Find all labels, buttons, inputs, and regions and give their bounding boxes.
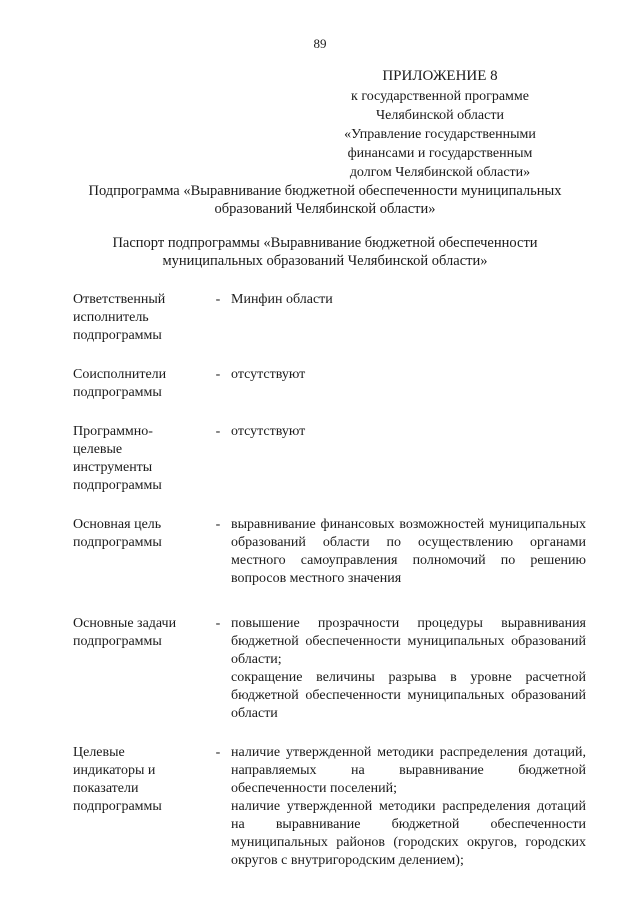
subprogram-title-line: образований Челябинской области» — [214, 201, 436, 217]
value-paragraph: наличие утвержденной методики распределения дотаций, направляемых на выравнивание бюджетной обеспеченности поселений; — [231, 745, 586, 796]
appendix-line: Челябинской области — [376, 108, 504, 123]
label-line: подпрограммы — [73, 478, 162, 493]
passport-title-line: муниципальных образований Челябинской области» — [162, 253, 488, 269]
label-line: исполнитель — [73, 310, 149, 325]
label-line: подпрограммы — [73, 634, 162, 649]
subprogram-title-line: Подпрограмма «Выравнивание бюджетной обеспеченности муниципальных — [88, 183, 562, 199]
label-line: Основная цель — [73, 517, 162, 532]
value-paragraph: наличие утвержденной методики распределения дотаций на выравнивание бюджетной обеспеченности муниципальных районов (городских округов, городских округов с внутригородским делением); — [231, 799, 586, 868]
passport-table — [73, 290, 586, 890]
row-value — [231, 515, 586, 588]
label-line: инструменты — [73, 460, 153, 475]
row-label — [73, 743, 205, 816]
row-label — [73, 365, 205, 402]
label-line: подпрограммы — [73, 799, 162, 814]
label-line: Программно- — [73, 424, 153, 439]
row-dash: - — [215, 517, 221, 532]
passport-row-indicators — [73, 743, 586, 870]
label-line: целевые — [73, 442, 123, 457]
appendix-line: долгом Челябинской области» — [349, 165, 531, 180]
passport-row-goal — [73, 515, 586, 588]
page-number: 89 — [313, 36, 327, 51]
value-paragraph: отсутствуют — [231, 367, 306, 382]
row-label — [73, 614, 205, 651]
label-line: подпрограммы — [73, 328, 162, 343]
row-value — [231, 743, 586, 870]
appendix-line: «Управление государственными — [344, 127, 536, 142]
row-dash: - — [215, 424, 221, 439]
value-paragraph: повышение прозрачности процедуры выравнивания бюджетной обеспеченности муниципальных образований области; — [231, 616, 586, 667]
appendix-line: финансами и государственным — [347, 146, 533, 161]
row-value — [231, 422, 586, 441]
row-label — [73, 515, 205, 552]
label-line: подпрограммы — [73, 535, 162, 550]
appendix-line: к государственной программе — [351, 89, 529, 104]
value-paragraph: отсутствуют — [231, 424, 306, 439]
label-line: Ответственный — [73, 292, 166, 307]
appendix-title: ПРИЛОЖЕНИЕ 8 — [382, 68, 498, 84]
label-line: Соисполнители — [73, 367, 167, 382]
row-dash: - — [215, 292, 221, 307]
row-value — [231, 365, 586, 384]
row-value — [231, 614, 586, 723]
row-label — [73, 422, 205, 495]
value-paragraph: Минфин области — [231, 292, 333, 307]
label-line: подпрограммы — [73, 385, 162, 400]
row-dash: - — [215, 616, 221, 631]
label-line: Основные задачи — [73, 616, 177, 631]
passport-row-instruments — [73, 422, 586, 495]
label-line: индикаторы и — [73, 763, 156, 778]
row-value — [231, 290, 586, 309]
subprogram-title — [60, 182, 590, 218]
row-dash: - — [215, 745, 221, 760]
value-paragraph: выравнивание финансовых возможностей муниципальных образований области по осуществлению органами местного самоуправления полномочий по решению вопросов местного значения — [231, 517, 586, 586]
row-dash: - — [215, 367, 221, 382]
appendix-block — [330, 66, 550, 182]
passport-row-responsible — [73, 290, 586, 345]
passport-row-coexecutors — [73, 365, 586, 402]
label-line: Целевые — [73, 745, 125, 760]
row-label — [73, 290, 205, 345]
passport-row-tasks — [73, 614, 586, 723]
label-line: показатели — [73, 781, 139, 796]
passport-title-line: Паспорт подпрограммы «Выравнивание бюджетной обеспеченности — [112, 235, 538, 251]
value-paragraph: сокращение величины разрыва в уровне расчетной бюджетной обеспеченности муниципальных образований области — [231, 670, 586, 721]
passport-title — [60, 234, 590, 270]
